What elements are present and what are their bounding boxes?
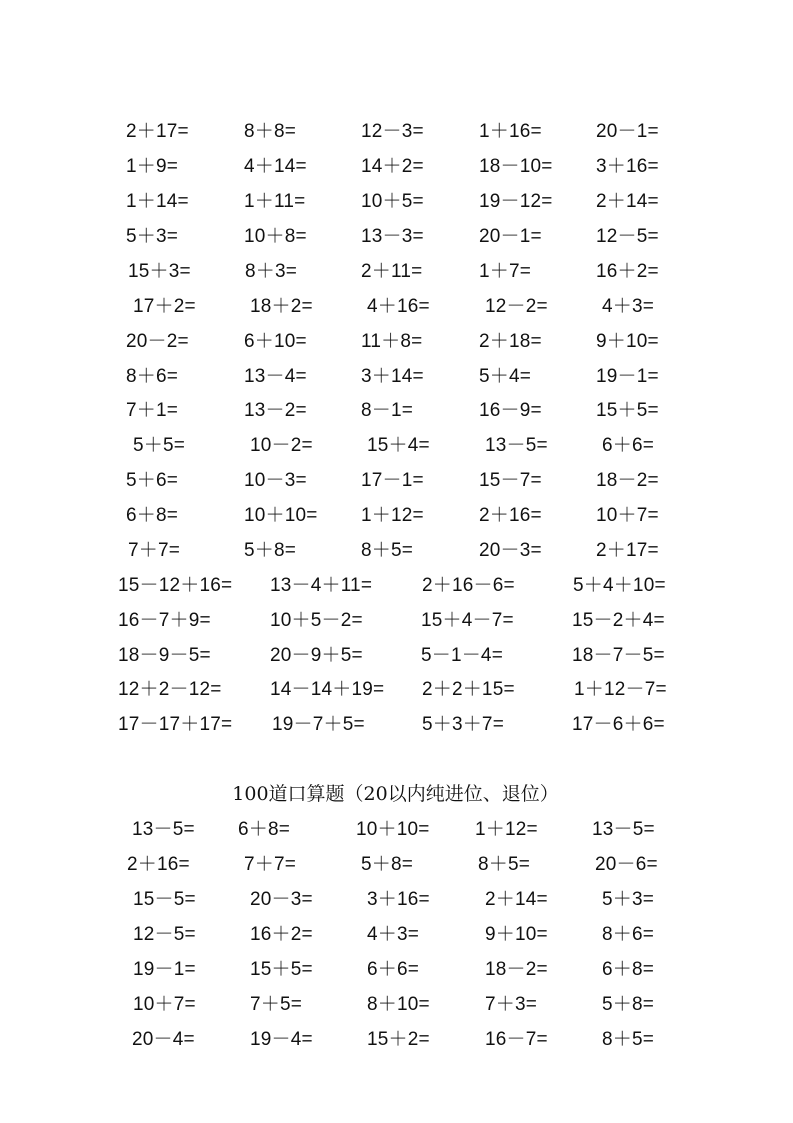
problem-row bbox=[0, 539, 793, 573]
problem: 8＋5= bbox=[602, 1029, 655, 1050]
problem: 13－2= bbox=[244, 400, 307, 421]
problem: 10＋7= bbox=[133, 994, 196, 1015]
problem: 8＋5= bbox=[361, 540, 414, 561]
problem: 16－7＋9= bbox=[118, 610, 211, 631]
problem: 15－7= bbox=[479, 470, 542, 491]
problem: 8＋6= bbox=[126, 366, 179, 387]
section-title bbox=[0, 782, 793, 806]
problem: 20－1= bbox=[596, 121, 659, 142]
problem: 18＋2= bbox=[250, 296, 313, 317]
problem: 11＋8= bbox=[361, 331, 423, 352]
problem: 5＋5= bbox=[133, 435, 186, 456]
problem: 10＋7= bbox=[596, 505, 659, 526]
problem: 17－17＋17= bbox=[118, 714, 233, 735]
problem: 6＋6= bbox=[367, 959, 420, 980]
problem: 8＋5= bbox=[478, 854, 531, 875]
problem: 5＋6= bbox=[126, 470, 179, 491]
problem: 12－5= bbox=[133, 924, 196, 945]
problem: 10－2= bbox=[250, 435, 313, 456]
problem-row bbox=[0, 644, 793, 678]
problem: 17－6＋6= bbox=[572, 714, 665, 735]
problem: 13－5= bbox=[485, 435, 548, 456]
problem: 19－12= bbox=[479, 191, 553, 212]
problem: 15＋4－7= bbox=[421, 610, 514, 631]
problem: 13－3= bbox=[361, 226, 424, 247]
problem: 16＋2= bbox=[250, 924, 313, 945]
problem: 1＋12= bbox=[475, 819, 538, 840]
problem: 4＋14= bbox=[244, 156, 307, 177]
problem: 2＋18= bbox=[479, 331, 542, 352]
problem: 1＋9= bbox=[126, 156, 179, 177]
problem: 15－5= bbox=[133, 889, 196, 910]
problem: 12－3= bbox=[361, 121, 424, 142]
problem: 13－4= bbox=[244, 366, 307, 387]
problem-row bbox=[0, 399, 793, 433]
problem: 3＋16= bbox=[596, 156, 659, 177]
problem: 1＋12－7= bbox=[574, 679, 667, 700]
problem: 5＋8= bbox=[244, 540, 297, 561]
problem: 4＋16= bbox=[367, 296, 430, 317]
problem: 10＋10= bbox=[244, 505, 318, 526]
problem-row bbox=[0, 574, 793, 608]
problem: 1＋7= bbox=[479, 261, 532, 282]
problem: 13－4＋11= bbox=[270, 575, 373, 596]
problem: 5＋3= bbox=[602, 889, 655, 910]
problem: 2＋17= bbox=[126, 121, 189, 142]
problem: 5＋8= bbox=[361, 854, 414, 875]
problem: 16－7= bbox=[485, 1029, 548, 1050]
problem: 7＋7= bbox=[128, 540, 181, 561]
problem: 2＋17= bbox=[596, 540, 659, 561]
problem-row bbox=[0, 853, 793, 887]
problem: 17－1= bbox=[361, 470, 424, 491]
problem-row bbox=[0, 120, 793, 154]
section-title-text: 100道口算题（20以内纯进位、退位） bbox=[232, 783, 559, 805]
problem: 3＋14= bbox=[361, 366, 424, 387]
problem-row bbox=[0, 818, 793, 852]
problem: 2＋11= bbox=[361, 261, 423, 282]
problem: 14＋2= bbox=[361, 156, 424, 177]
problem: 19－7＋5= bbox=[272, 714, 365, 735]
problem: 14－14＋19= bbox=[270, 679, 385, 700]
problem: 16＋2= bbox=[596, 261, 659, 282]
problem-row bbox=[0, 958, 793, 992]
problem-row bbox=[0, 888, 793, 922]
problem: 13－5= bbox=[132, 819, 195, 840]
problem: 2＋16－6= bbox=[422, 575, 515, 596]
problem: 15＋5= bbox=[250, 959, 313, 980]
problem: 8＋6= bbox=[602, 924, 655, 945]
problem: 2＋14= bbox=[485, 889, 548, 910]
problem-row bbox=[0, 1028, 793, 1062]
problem: 3＋16= bbox=[367, 889, 430, 910]
problem-row bbox=[0, 713, 793, 747]
problem: 4＋3= bbox=[602, 296, 655, 317]
problem: 2＋16= bbox=[127, 854, 190, 875]
problem: 5－1－4= bbox=[421, 645, 503, 666]
problem: 1＋16= bbox=[479, 121, 542, 142]
problem: 20－4= bbox=[132, 1029, 195, 1050]
problem: 6＋6= bbox=[602, 435, 655, 456]
problem: 7＋1= bbox=[126, 400, 179, 421]
problem: 20－3= bbox=[250, 889, 313, 910]
problem-row bbox=[0, 365, 793, 399]
problem: 7＋7= bbox=[244, 854, 297, 875]
problem-row bbox=[0, 295, 793, 329]
problem: 18－9－5= bbox=[118, 645, 211, 666]
problem: 18－2= bbox=[485, 959, 548, 980]
problem: 5＋8= bbox=[602, 994, 655, 1015]
problem-row bbox=[0, 469, 793, 503]
problem: 12－2= bbox=[485, 296, 548, 317]
problem: 16－9= bbox=[479, 400, 542, 421]
problem: 15＋5= bbox=[596, 400, 659, 421]
problem: 15－12＋16= bbox=[118, 575, 233, 596]
problem: 8＋8= bbox=[244, 121, 297, 142]
problem-row bbox=[0, 504, 793, 538]
problem-row bbox=[0, 260, 793, 294]
problem: 15－2＋4= bbox=[572, 610, 665, 631]
problem-row bbox=[0, 434, 793, 468]
problem: 6＋10= bbox=[244, 331, 307, 352]
problem: 18－2= bbox=[596, 470, 659, 491]
problem-row bbox=[0, 923, 793, 957]
problem: 10＋5= bbox=[361, 191, 424, 212]
problem: 8＋3= bbox=[245, 261, 298, 282]
problem: 18－7－5= bbox=[572, 645, 665, 666]
problem: 20－2= bbox=[126, 331, 189, 352]
problem: 13－5= bbox=[592, 819, 655, 840]
problem: 12－5= bbox=[596, 226, 659, 247]
problem: 15＋3= bbox=[128, 261, 191, 282]
problem-row bbox=[0, 993, 793, 1027]
problem: 1＋14= bbox=[126, 191, 189, 212]
problem: 8＋10= bbox=[367, 994, 430, 1015]
problem-row bbox=[0, 678, 793, 712]
problem: 4＋3= bbox=[367, 924, 420, 945]
problem: 10－3= bbox=[244, 470, 307, 491]
problem: 6＋8= bbox=[602, 959, 655, 980]
problem: 12＋2－12= bbox=[118, 679, 222, 700]
problem: 20－1= bbox=[479, 226, 542, 247]
problem: 8－1= bbox=[361, 400, 414, 421]
problem: 10＋8= bbox=[244, 226, 307, 247]
problem: 6＋8= bbox=[126, 505, 179, 526]
problem: 19－1= bbox=[596, 366, 659, 387]
problem: 18－10= bbox=[479, 156, 553, 177]
problem: 7＋3= bbox=[485, 994, 538, 1015]
problem: 7＋5= bbox=[250, 994, 303, 1015]
problem: 2＋16= bbox=[479, 505, 542, 526]
problem: 5＋3＋7= bbox=[422, 714, 504, 735]
problem: 10＋5－2= bbox=[270, 610, 363, 631]
problem: 9＋10= bbox=[596, 331, 659, 352]
problem: 2＋14= bbox=[596, 191, 659, 212]
problem: 19－4= bbox=[250, 1029, 313, 1050]
problem: 20－9＋5= bbox=[270, 645, 363, 666]
problem-row bbox=[0, 155, 793, 189]
problem: 20－3= bbox=[479, 540, 542, 561]
problem-row bbox=[0, 225, 793, 259]
problem: 17＋2= bbox=[133, 296, 196, 317]
problem: 20－6= bbox=[595, 854, 658, 875]
problem: 1＋12= bbox=[361, 505, 424, 526]
problem: 15＋2= bbox=[367, 1029, 430, 1050]
problem-row bbox=[0, 609, 793, 643]
problem: 5＋4＋10= bbox=[573, 575, 666, 596]
problem: 5＋4= bbox=[479, 366, 532, 387]
problem-row bbox=[0, 330, 793, 364]
problem: 9＋10= bbox=[485, 924, 548, 945]
problem: 1＋11= bbox=[244, 191, 306, 212]
problem: 5＋3= bbox=[126, 226, 179, 247]
problem: 15＋4= bbox=[367, 435, 430, 456]
problem-row bbox=[0, 190, 793, 224]
problem: 19－1= bbox=[133, 959, 196, 980]
problem: 2＋2＋15= bbox=[422, 679, 515, 700]
problem: 6＋8= bbox=[238, 819, 291, 840]
problem: 10＋10= bbox=[356, 819, 430, 840]
